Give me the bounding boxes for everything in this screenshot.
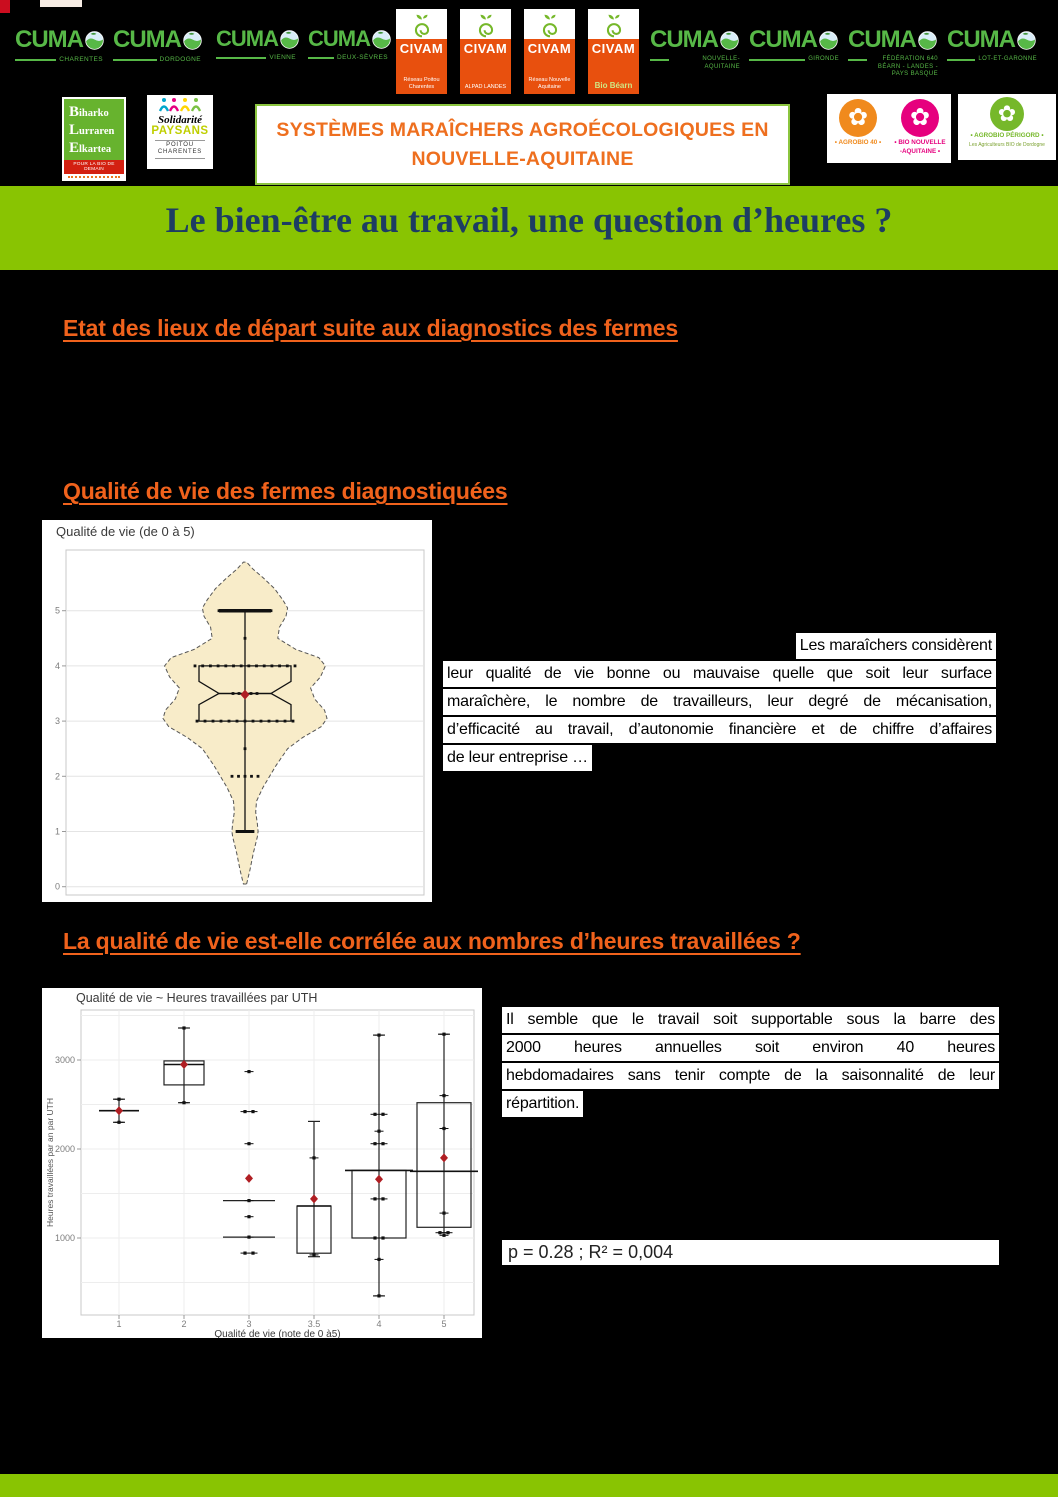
cuma-wordmark: CUMA: [308, 26, 370, 51]
solidarite-paysans-text: PAYSANS: [151, 125, 209, 137]
cuma-logos-center: [216, 26, 388, 62]
cuma-underline: [308, 57, 334, 59]
bio-na-label-line: -AQUITAINE •: [899, 147, 941, 155]
civam-glyph-area: [588, 9, 639, 39]
banner-line-2: NOUVELLE-AQUITAINE: [411, 147, 634, 170]
y-tick-label: 4: [54, 660, 60, 671]
data-point: [212, 720, 215, 723]
cuma-logo-top: [848, 26, 938, 54]
data-point: [236, 720, 239, 723]
cuma-logo-top: [216, 26, 296, 52]
cuma-logo-top: [308, 26, 388, 52]
data-point: [446, 1231, 449, 1234]
cuma-globe-icon: [1017, 31, 1036, 50]
chart-title: Qualité de vie (de 0 à 5): [56, 524, 195, 539]
cuma-wordmark: CUMA: [113, 26, 181, 53]
data-point: [381, 1236, 384, 1239]
data-point: [217, 665, 220, 668]
data-point: [250, 692, 253, 695]
data-point: [294, 665, 297, 668]
biharko-line: Elkartea: [69, 140, 112, 156]
title-band: [0, 186, 1058, 270]
cuma-department-label: FÉDÉRATION 640 BÉARN - LANDES - PAYS BASQUE: [877, 56, 938, 77]
civam-logo: [524, 9, 575, 94]
data-point: [247, 1142, 250, 1145]
data-point: [442, 1033, 445, 1036]
data-point: [224, 665, 227, 668]
data-point: [247, 665, 250, 668]
cuma-wordmark: CUMA: [947, 26, 1015, 53]
cuma-globe-icon: [720, 31, 739, 50]
data-point: [117, 1098, 120, 1101]
banner-line-1: SYSTÈMES MARAÎCHERS AGROÉCOLOGIQUES EN: [276, 118, 769, 141]
data-point: [262, 609, 265, 612]
paragraph-maraichers: [443, 633, 996, 773]
civam-wordmark: CIVAM: [399, 41, 444, 56]
x-tick-label: 5: [441, 1319, 447, 1329]
data-point: [377, 1258, 380, 1261]
data-point: [225, 609, 228, 612]
data-point: [377, 1294, 380, 1297]
biharko-line: Lurraren: [69, 122, 115, 138]
footer-green-bar: [0, 1474, 1058, 1497]
cuma-logo: [848, 26, 938, 79]
civam-label: Réseau Poitou Charentes: [403, 76, 440, 90]
cuma-logo-sub: [15, 56, 103, 64]
cuma-department-label: CHARENTES: [59, 56, 103, 63]
civam-logo-body: [396, 39, 447, 94]
agrobio40-label: • AGROBIO 40 •: [834, 139, 882, 146]
y-axis-label: Heures travaillées par an par UTH: [45, 1098, 55, 1227]
cuma-logos-right: [650, 26, 1037, 79]
data-point: [312, 1156, 315, 1159]
cuma-globe-icon: [280, 30, 299, 49]
cuma-globe-icon: [918, 31, 937, 50]
cuma-underline: [947, 59, 975, 61]
civam-label: ALPAD LANDES: [464, 83, 507, 90]
data-point: [438, 1231, 441, 1234]
civam-logo-body: [588, 39, 639, 94]
x-axis-label: Qualité de vie (note de 0 à5): [214, 1329, 341, 1338]
x-tick-label: 1: [116, 1319, 122, 1329]
data-point: [247, 609, 250, 612]
biharko-website-line: [68, 176, 120, 178]
agrobio-logos-box: [827, 94, 951, 163]
data-point: [292, 720, 295, 723]
project-banner: [255, 104, 790, 185]
cuma-wordmark: CUMA: [848, 26, 916, 53]
data-point: [233, 609, 236, 612]
flower-icon: ✿: [901, 99, 939, 137]
violin-chart-qualite-de-vie: [42, 520, 432, 902]
y-tick-label: 3000: [54, 1055, 75, 1065]
civam-logo: [588, 9, 639, 94]
x-tick-label: 3.5: [307, 1319, 321, 1329]
data-point: [232, 692, 235, 695]
cuma-wordmark: CUMA: [216, 26, 278, 51]
data-point: [244, 637, 247, 640]
highlighted-text-line: hebdomadaires sans tenir compte de la saisonnalité de leur: [502, 1063, 999, 1089]
cuma-underline: [749, 59, 805, 61]
plot-area: [81, 1010, 474, 1315]
page-title: Le bien-être au travail, une question d’heures ?: [165, 200, 893, 240]
data-point: [381, 1197, 384, 1200]
y-tick-label: 1: [54, 826, 60, 837]
data-point: [236, 830, 239, 833]
data-point: [196, 720, 199, 723]
highlighted-text-line: répartition.: [502, 1091, 583, 1117]
data-point: [247, 1215, 250, 1218]
y-tick-label: 2: [54, 771, 60, 782]
data-point: [373, 1236, 376, 1239]
civam-glyph-area: [524, 9, 575, 39]
civam-logo: [396, 9, 447, 94]
data-point: [247, 1236, 250, 1239]
highlighted-text-line: d’efficacité au travail, d’autonomie financière et de chiffre d’affaires: [443, 717, 996, 743]
corner-red-mark: [0, 0, 10, 13]
data-point: [244, 775, 247, 778]
section-heading-etat-des-lieux: Etat des lieux de départ suite aux diagnostics des fermes: [63, 315, 678, 341]
y-tick-label: 1000: [54, 1233, 75, 1243]
biharko-line: Biharko: [69, 104, 109, 120]
data-point: [201, 665, 204, 668]
data-point: [209, 665, 212, 668]
cuma-logo: [113, 26, 201, 64]
cuma-globe-icon: [819, 31, 838, 50]
data-point: [381, 1142, 384, 1145]
cuma-logo-sub: [113, 56, 201, 64]
cuma-logo: [216, 26, 296, 62]
data-point: [243, 1252, 246, 1255]
cuma-logo-top: [650, 26, 740, 54]
civam-plant-icon: [472, 13, 500, 39]
cuma-globe-icon: [85, 31, 104, 50]
section-heading-qualite-de-vie: Qualité de vie des fermes diagnostiquées: [63, 478, 508, 504]
civam-wordmark: CIVAM: [463, 41, 508, 56]
data-point: [247, 1070, 250, 1073]
agrobio-perigord-logo: [958, 94, 1056, 160]
data-point: [247, 1199, 250, 1202]
data-point: [257, 775, 260, 778]
data-point: [251, 1252, 254, 1255]
data-point: [252, 720, 255, 723]
solidarite-people-icon: [158, 97, 202, 112]
cuma-underline: [216, 57, 266, 59]
data-point: [194, 665, 197, 668]
biharko-lurraren-elkartea-logo: [62, 97, 126, 181]
stats-pvalue-line: p = 0.28 ; R² = 0,004: [502, 1240, 999, 1265]
civam-logo-body: [524, 39, 575, 94]
highlighted-text-line: leur qualité de vie bonne ou mauvaise quelle que soit leur surface: [443, 661, 996, 687]
cuma-logo-top: [113, 26, 201, 54]
cuma-logo-sub: [749, 56, 839, 64]
civam-plant-icon: [408, 13, 436, 39]
cuma-wordmark: CUMA: [650, 26, 718, 53]
cuma-underline: [848, 59, 867, 61]
data-point: [240, 665, 243, 668]
civam-wordmark: CIVAM: [527, 41, 572, 56]
cuma-wordmark: CUMA: [15, 26, 83, 53]
solidarite-region-line: POITOU: [166, 141, 194, 148]
data-point: [373, 1113, 376, 1116]
data-point: [268, 720, 271, 723]
x-tick-label: 2: [181, 1319, 187, 1329]
data-point: [373, 1142, 376, 1145]
cuma-logo-sub: [947, 56, 1037, 64]
solidarite-region-text: [155, 140, 205, 160]
cuma-department-label: VIENNE: [269, 54, 296, 61]
y-tick-label: 0: [54, 881, 60, 892]
y-tick-label: 3: [54, 716, 60, 727]
data-point: [243, 1110, 246, 1113]
data-point: [312, 1253, 315, 1256]
cuma-logos-left: [15, 26, 201, 64]
cuma-department-label: NOUVELLE-AQUITAINE: [702, 56, 740, 70]
data-point: [182, 1026, 185, 1029]
biharko-tagline: POUR LA BIO DE DEMAIN: [64, 160, 124, 174]
cuma-logo: [650, 26, 740, 79]
civam-wordmark: CIVAM: [591, 41, 636, 56]
data-point: [442, 1234, 445, 1237]
bio-na-label: [891, 139, 949, 156]
cuma-logo: [749, 26, 839, 79]
x-tick-label: 3: [246, 1319, 252, 1329]
data-point: [284, 720, 287, 723]
data-point: [244, 830, 247, 833]
cuma-wordmark: CUMA: [749, 26, 817, 53]
biharko-logo-body: [64, 99, 124, 160]
data-point: [255, 609, 258, 612]
cuma-underline: [15, 59, 56, 61]
cuma-department-label: DEUX-SÈVRES: [337, 54, 388, 61]
data-point: [220, 720, 223, 723]
civam-plant-icon: [536, 13, 564, 39]
civam-logo: [460, 9, 511, 94]
data-point: [244, 747, 247, 750]
cuma-department-label: GIRONDE: [808, 56, 839, 62]
civam-glyph-area: [396, 9, 447, 39]
bio-nouvelle-aquitaine-logo: [891, 99, 949, 156]
data-point: [218, 609, 221, 612]
data-point: [442, 1212, 445, 1215]
chart-title: Qualité de vie ~ Heures travaillées par UTH: [76, 991, 318, 1005]
data-point: [276, 720, 279, 723]
data-point: [270, 609, 273, 612]
paragraph-2000-heures: [502, 1007, 999, 1119]
y-tick-label: 5: [54, 605, 60, 616]
highlighted-text-line: maraîchère, le nombre de travailleurs, leur degré de mécanisation,: [443, 689, 996, 715]
data-point: [256, 692, 259, 695]
civam-logos-row: [396, 9, 639, 94]
cuma-logo: [308, 26, 388, 62]
data-point: [263, 665, 266, 668]
data-point: [182, 1101, 185, 1104]
corner-strip: [40, 0, 82, 7]
data-point: [244, 720, 247, 723]
data-point: [377, 1130, 380, 1133]
section-heading-correlation-heures: La qualité de vie est-elle corrélée aux nombres d’heures travaillées ?: [63, 928, 801, 954]
data-point: [377, 1034, 380, 1037]
data-point: [373, 1197, 376, 1200]
highlighted-text-line: Il semble que le travail soit supportable sous la barre des: [502, 1007, 999, 1033]
cuma-department-label: DORDOGNE: [159, 56, 201, 63]
data-point: [228, 720, 231, 723]
flower-icon: ✿: [839, 99, 877, 137]
cuma-logo-sub: [308, 54, 388, 62]
cuma-underline: [650, 59, 669, 61]
cuma-logo-sub: [216, 54, 296, 62]
highlighted-text-line: 2000 heures annuelles soit environ 40 heures: [502, 1035, 999, 1061]
highlighted-text-line: Les maraîchers considèrent: [796, 633, 996, 659]
y-tick-label: 2000: [54, 1144, 75, 1154]
civam-glyph-area: [460, 9, 511, 39]
civam-plant-icon: [600, 13, 628, 39]
data-point: [250, 775, 253, 778]
data-point: [204, 720, 207, 723]
civam-label: Bio Béarn: [594, 80, 633, 90]
agrobio-perigord-label: • AGROBIO PÉRIGORD •: [970, 132, 1044, 139]
data-point: [442, 1127, 445, 1130]
bio-na-label-line: • BIO NOUVELLE: [894, 139, 946, 146]
data-point: [117, 1121, 120, 1124]
x-tick-label: 4: [376, 1319, 382, 1329]
data-point: [271, 665, 274, 668]
data-point: [231, 775, 234, 778]
cuma-logo-top: [15, 26, 103, 54]
data-point: [381, 1113, 384, 1116]
cuma-logo: [947, 26, 1037, 79]
cuma-logo-sub: [650, 56, 740, 71]
flower-icon: ✿: [990, 97, 1024, 131]
solidarite-paysans-logo: [147, 95, 213, 169]
cuma-logo: [15, 26, 103, 64]
solidarite-script-text: Solidarité: [157, 114, 202, 126]
data-point: [252, 830, 255, 833]
data-point: [278, 665, 281, 668]
cuma-logo-sub: [848, 56, 938, 79]
agrobio-perigord-subtitle: Les Agriculteurs BIO de Dordogne: [969, 141, 1045, 148]
solidarite-region-line: CHARENTES: [157, 149, 203, 156]
data-point: [232, 665, 235, 668]
highlighted-text-line: de leur entreprise …: [443, 745, 592, 771]
cuma-logo-top: [749, 26, 839, 54]
data-point: [286, 665, 289, 668]
data-point: [442, 1094, 445, 1097]
data-point: [255, 665, 258, 668]
data-point: [260, 720, 263, 723]
cuma-underline: [113, 59, 157, 61]
data-point: [240, 609, 243, 612]
agrobio40-logo: [829, 99, 887, 148]
civam-logo-body: [460, 39, 511, 94]
cuma-globe-icon: [372, 30, 391, 49]
cuma-department-label: LOT-ET-GARONNE: [978, 56, 1037, 62]
cuma-logo-top: [947, 26, 1037, 54]
data-point: [251, 1110, 254, 1113]
data-point: [238, 692, 241, 695]
civam-label: Réseau Nouvelle Aquitaine: [528, 76, 571, 90]
boxplot-chart-heures-travaillees: [42, 988, 482, 1338]
cuma-globe-icon: [183, 31, 202, 50]
data-point: [237, 775, 240, 778]
